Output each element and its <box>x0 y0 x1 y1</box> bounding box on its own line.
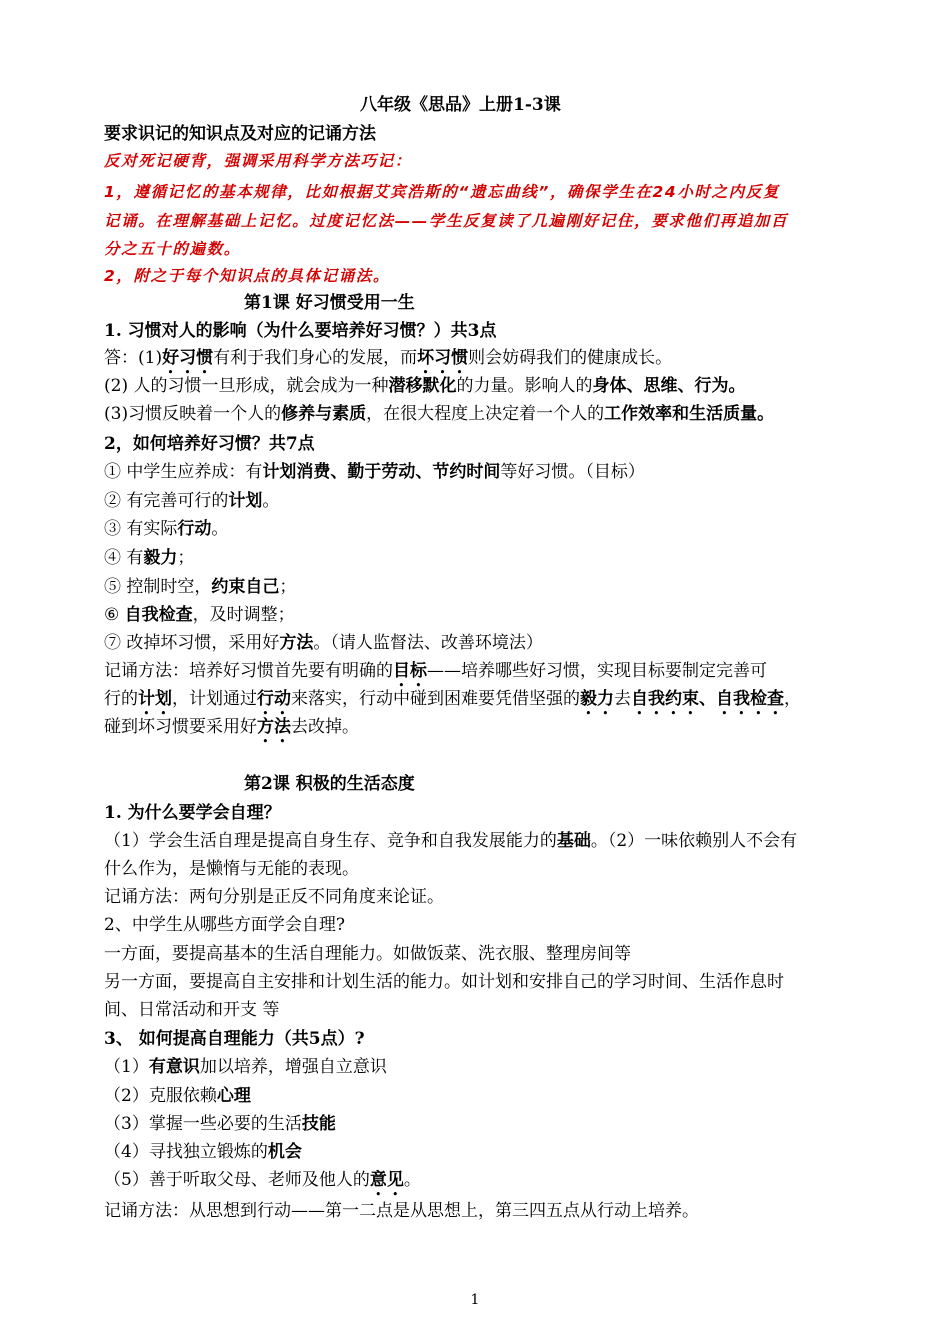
lesson1-answer-3: (3)习惯反映着一个人的修养与素质，在很大程度上决定着一个人的工作效率和生活质量。 <box>104 404 775 424</box>
list-item: （2）克服依赖心理 <box>104 1086 251 1106</box>
red-note-2: 1，遵循记忆的基本规律，比如根据艾宾浩斯的“遗忘曲线”，确保学生在24小时之内反复 <box>104 183 780 201</box>
list-item: ⑥ 自我检查，及时调整； <box>104 605 295 625</box>
lesson1-question-1: 1. 习惯对人的影响（为什么要培养好习惯？）共3点 <box>104 321 497 341</box>
lesson1-heading: 第1课 好习惯受用一生 <box>244 293 415 313</box>
lesson2-answer-2-line-1: 一方面，要提高基本的生活自理能力。如做饭菜、洗衣服、整理房间等 <box>104 944 631 964</box>
list-item: （1）有意识加以培养，增强自立意识 <box>104 1057 387 1077</box>
list-item: （3）掌握一些必要的生活技能 <box>104 1114 336 1134</box>
lesson2-method-2: 记诵方法：从思想到行动——第一二点是从思想上，第三四五点从行动上培养。 <box>104 1201 699 1221</box>
lesson2-heading: 第2课 积极的生活态度 <box>244 774 415 794</box>
lesson2-question-2: 2、中学生从哪些方面学会自理? <box>104 915 345 935</box>
red-note-3: 记诵。在理解基础上记忆。过度记忆法——学生反复读了几遍刚好记住，要求他们再追加百 <box>104 212 789 230</box>
lesson1-method-line-2: 行的计划，计划通过行动来落实，行动中碰到困难要凭借坚强的毅力去自我约束、自我检查， <box>104 689 801 709</box>
lesson2-answer-2-line-2: 另一方面，要提高自主安排和计划生活的能力。如计划和安排自己的学习时间、生活作息时 <box>104 972 784 992</box>
list-item: ④ 有毅力； <box>104 548 195 568</box>
lesson2-question-1: 1. 为什么要学会自理？ <box>104 803 281 823</box>
red-note-4: 分之五十的遍数。 <box>104 240 241 258</box>
lesson1-question-2: 2，如何培养好习惯？共7点 <box>104 434 315 454</box>
lesson1-method-line-3: 碰到坏习惯要采用好方法去改掉。 <box>104 717 359 737</box>
red-note-1: 反对死记硬背，强调采用科学方法巧记： <box>104 152 412 170</box>
lesson2-method-1: 记诵方法：两句分别是正反不同角度来论证。 <box>104 887 444 907</box>
list-item: ⑦ 改掉坏习惯，采用好方法。（请人监督法、改善环境法） <box>104 633 543 653</box>
lesson1-answer-2: (2) 人的习惯一旦形成，就会成为一种潜移默化的力量。影响人的身体、思维、行为。 <box>104 376 746 396</box>
lesson2-answer-2-line-3: 间、日常活动和开支 等 <box>104 1000 280 1020</box>
lesson2-question-3: 3、 如何提高自理能力（共5点）? <box>104 1029 365 1049</box>
list-item: ② 有完善可行的计划。 <box>104 491 280 511</box>
document-title: 八年级《思品》上册1-3课 <box>360 95 561 115</box>
list-item: ③ 有实际行动。 <box>104 519 229 539</box>
list-item: （5）善于听取父母、老师及他人的意见。 <box>104 1170 421 1190</box>
list-item: （4）寻找独立锻炼的机会 <box>104 1142 302 1162</box>
lesson1-answer-1: 答：(1)好习惯有利于我们身心的发展，而坏习惯则会妨碍我们的健康成长。 <box>104 348 673 368</box>
lesson2-answer-1-line-2: 什么作为，是懒惰与无能的表现。 <box>104 859 359 879</box>
lesson2-answer-1-line-1: （1）学会生活自理是提高自身生存、竞争和自我发展能力的基础。（2）一味依赖别人不会有 <box>104 831 798 851</box>
page-number: 1 <box>470 1292 480 1308</box>
document-subtitle: 要求识记的知识点及对应的记诵方法 <box>104 124 376 144</box>
list-item: ⑤ 控制时空，约束自己； <box>104 577 297 597</box>
red-note-5: 2，附之于每个知识点的具体记诵法。 <box>104 267 390 285</box>
lesson1-method-line-1: 记诵方法：培养好习惯首先要有明确的目标——培养哪些好习惯，实现目标要制定完善可 <box>104 661 767 681</box>
list-item: ① 中学生应养成：有计划消费、勤于劳动、节约时间等好习惯。（目标） <box>104 462 645 482</box>
